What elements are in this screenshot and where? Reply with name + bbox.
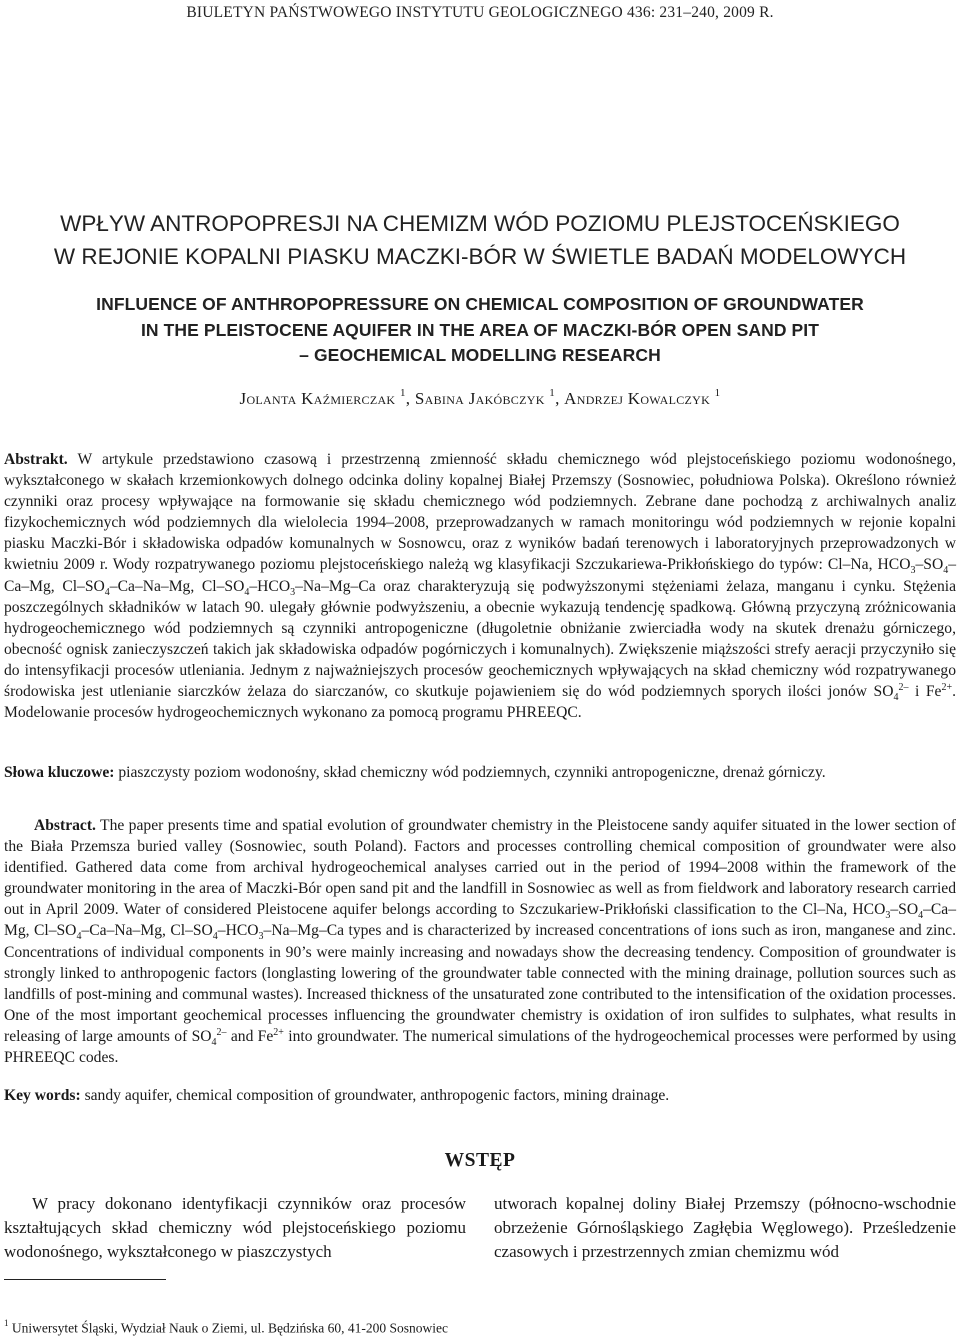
footnote-mark: 1 — [4, 1318, 9, 1328]
keywords-english — [4, 1085, 956, 1106]
subscript: 4 — [212, 931, 218, 943]
keywords-polish-label: Słowa kluczowe: — [4, 764, 115, 781]
title-english-line-2: IN THE PLEISTOCENE AQUIFER IN THE AREA OF MACZKI-BÓR OPEN SAND PIT — [140, 319, 820, 340]
subscript: 4 — [104, 586, 110, 598]
keywords-english-label: Key words: — [4, 1087, 81, 1104]
author-affiliation-mark: 1 — [399, 387, 406, 399]
title-english-line-1: INFLUENCE OF ANTHROPOPRESSURE ON CHEMICAL COMPOSITION OF GROUNDWATER — [96, 294, 864, 314]
title-polish — [0, 207, 960, 273]
abstract-text: i Fe — [908, 683, 942, 701]
superscript: 2– — [898, 681, 909, 693]
footnote — [4, 1319, 448, 1337]
abstract-polish — [4, 449, 956, 723]
abstract-text: –SO — [890, 901, 919, 919]
intro-left-column: W pracy dokonano identyfikacji czynników oraz procesów kształtujących skład chemiczny wód plejstoceńskiego poziomu wodonośnego, wykształconego w piaszczystych — [4, 1194, 466, 1261]
superscript: 2+ — [273, 1026, 284, 1038]
abstract-text: The paper presents time and spatial evolution of groundwater chemistry in the Pleistocene sandy aquifer situated in the lower section of the Biała Przemsza buried valley (Sosnowiec, south Poland). Factors and processes controlling chemical composition of groundwater were also identified. Gathered data come from archival hydrogeochemical analyses carried out in the period of 1994–2008 within the framework of the groundwater monitoring in the area of Maczki-Bór open sand pit and the landfill in Sosnowiec as well as from fieldwork and laboratory research carried out in April 2009. Water of considered Pleistocene aquifer belongs according to Szczukariew-Prikłoński classification to the Cl–Na, HCO — [4, 817, 956, 919]
author-affiliation-mark: 1 — [714, 387, 721, 399]
subscript: 4 — [893, 692, 899, 704]
intro-right-column: utworach kopalnej doliny Białej Przemszy (północno-wschodnie obrzeżenie Górnośląskiego Zagłębia Węglowego). Prześledzenie czasowych i przestrzennych zmian chemizmu wód — [494, 1194, 956, 1261]
subscript: 4 — [918, 910, 924, 922]
abstract-text: and Fe — [226, 1027, 274, 1045]
abstract-text: . Modelowanie procesów hydrogeochemicznych wykonano za pomocą programu PHREEQC. — [4, 683, 956, 722]
abstract-text: –Ca–Na–Mg, Cl–SO — [81, 922, 213, 940]
authors: Jolanta Kaźmierczak $^1$, Sabina Jakóbczyk $^1$, Andrzej Kowalczyk $^1$ — [239, 387, 721, 408]
subscript: 4 — [211, 1037, 217, 1049]
abstract-text: –Na–Mg–Ca oraz charakteryzują się podwyższonymi stężeniami żelaza, manganu i cynku. Stężenia poszczególnych składników w latach 90. ulegały głównie podwyższeniu, a obecnie wykazują tendencję spadkową. Główną przyczyną zróżnicowania hydrogeochemicznego wód podziemnych są czynniki antropogeniczne (długoletnie obniżanie zwierciadła wody na skutek drenażu górniczego, obecność ognisk zanieczyszczeń takich jak składowiska odpadów pogórniczych i komunalnych). Zwiększenie miąższości strefy aeracji przyczyniło się do intensyfikacji procesów utleniania. Jednym z najważniejszych procesów geochemicznych wpływających na skład chemiczny wód rozpatrywanego środowiska jest utlenianie siarczków żelaza do siarczanów, co skutkuje pojawieniem się do wód podziemnych sporych ilości jonów SO — [4, 577, 956, 701]
subscript: 3 — [258, 931, 264, 943]
abstract-text: –HCO — [217, 922, 259, 940]
title-polish-line-1: WPŁYW ANTROPOPRESJI NA CHEMIZM WÓD POZIOMU PLEJSTOCEŃSKIEGO — [60, 211, 900, 236]
abstract-english-label: Abstract. — [34, 817, 96, 834]
keywords-polish-text: piaszczysty poziom wodonośny, skład chemiczny wód podziemnych, czynniki antropogeniczne, drenaż górniczy. — [114, 764, 826, 781]
running-header: BIULETYN PAŃSTWOWEGO INSTYTUTU GEOLOGICZNEGO 436: 231–240, 2009 R. — [186, 4, 774, 21]
author-name: Sabina Jakóbczyk — [414, 389, 545, 408]
subscript: 3 — [885, 910, 891, 922]
abstract-english — [4, 815, 956, 1068]
author-name: Andrzej Kowalczyk — [564, 389, 711, 408]
abstract-text: into groundwater. The numerical simulations of the hydrogeochemical processes were performed by using PHREEQC codes. — [4, 1027, 956, 1067]
footnote-divider — [4, 1279, 166, 1280]
title-polish-line-2: W REJONIE KOPALNI PIASKU MACZKI-BÓR W ŚWIETLE BADAŃ MODELOWYCH — [53, 244, 907, 269]
subscript: 3 — [910, 565, 916, 577]
keywords-polish — [4, 762, 956, 783]
superscript: 2+ — [941, 681, 953, 693]
abstract-text: W artykule przedstawiono czasową i przestrzenną zmienność składu chemicznego wód plejstoceńskiego poziomu wodonośnego, wykształconego w skałach krzemionkowych dolnego odcinka doliny kopalnej Białej Przemszy (Sosnowiec, południowa Polska). Określono również czynniki oraz procesy wpływające na formowanie się składu chemicznego wód podziemnych. Zebrane dane pochodzą z archiwalnych analiz fizykochemicznych wód podziemnych dla wielolecia 1994–2008, przeprowadzanych w ramach monitoringu wód podziemnych w rejonie kopalni piasku Maczki-Bór i składowiska odpadów komunalnych w Sosnowcu, oraz z wyników badań terenowych i laboratoryjnych przeprowadzonych w kwietniu 2009 r. Wody rozpatrywanego poziomu plejstoceńskiego należą wg klasyfikacji Szczukariewa-Prikłońskiego do typów: Cl–Na, HCO — [4, 451, 956, 574]
subscript: 4 — [244, 586, 250, 598]
abstract-text: –SO — [915, 556, 944, 574]
title-english-line-3: – GEOCHEMICAL MODELLING RESEARCH — [299, 345, 661, 365]
author-name: Jolanta Kaźmierczak — [239, 389, 396, 408]
abstract-text: –Ca–Na–Mg, Cl–SO — [109, 577, 245, 595]
title-english — [0, 292, 960, 369]
abstract-polish-label: Abstrakt. — [4, 451, 68, 468]
keywords-english-text: sandy aquifer, chemical composition of groundwater, anthropogenic factors, mining drainage. — [80, 1087, 670, 1104]
superscript: 2– — [216, 1026, 227, 1038]
subscript: 3 — [290, 586, 296, 598]
subscript: 4 — [76, 931, 82, 943]
abstract-text: –Ca–Mg, Cl–SO — [4, 556, 956, 595]
abstract-text: –Ca–Mg, Cl–SO — [4, 901, 956, 940]
footnote-text: Uniwersytet Śląski, Wydział Nauk o Ziemi, ul. Będzińska 60, 41-200 Sosnowiec — [8, 1320, 448, 1336]
abstract-text: –Na–Mg–Ca types and is characterized by increased concentrations of ions such as iron, manganese and zinc. Concentrations of individual components in 90’s were mainly increasing and nowadays show the decreasing tendency. Composition of groundwater is strongly linked to anthropogenic factors (longlasting lowering of the groundwater table connected with the mining drainage, pollution sources such as landfills of post-mining and communal wastes). Increased thickness of the unsaturated zone contributed to the intensification of the oxidation processes. One of the most important geochemical processes influencing the groundwater chemistry is oxidation of iron sulfides to sulphates, what results in releasing of large amounts of SO — [4, 922, 956, 1045]
abstract-text: –HCO — [249, 577, 291, 595]
author-affiliation-mark: 1 — [549, 387, 556, 399]
subscript: 4 — [943, 565, 949, 577]
section-heading: WSTĘP — [444, 1150, 516, 1171]
